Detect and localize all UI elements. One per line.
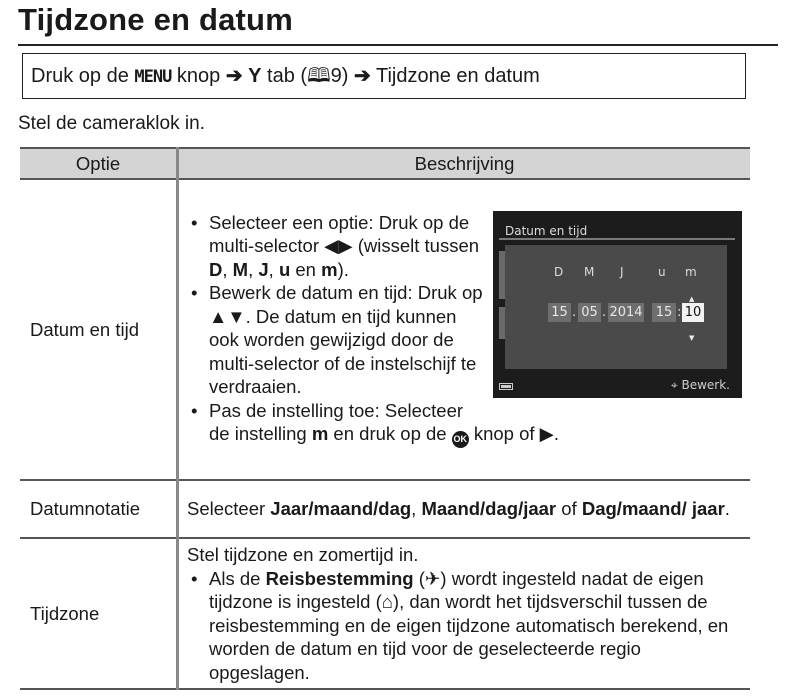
- end-text: .: [724, 498, 730, 520]
- menu-button-label: MENU: [134, 67, 172, 87]
- title-rule: [18, 44, 778, 46]
- bold-d: D: [209, 258, 223, 280]
- date-separator: .: [572, 304, 577, 320]
- text: Selecteer: [187, 498, 271, 520]
- date-separator: .: [602, 304, 607, 320]
- nav-prefix: Druk op de: [31, 65, 135, 87]
- label-u: u: [658, 264, 666, 279]
- intro-text: Stel de cameraklok in.: [18, 113, 205, 134]
- page-ref: 9: [330, 65, 342, 87]
- format-dmy: Dag/maand/ jaar: [581, 498, 725, 520]
- table-row: [20, 179, 750, 480]
- comma: ,: [268, 258, 279, 280]
- comma: ,: [248, 258, 259, 280]
- nav-target: Tijdzone en datum: [370, 65, 540, 87]
- time-separator: :: [677, 304, 682, 320]
- description-datum-en-tijd: [178, 179, 751, 480]
- bold-u: u: [278, 258, 291, 280]
- or-text: of: [556, 498, 582, 520]
- edit-hint: ⌖ Bewerk.: [670, 377, 730, 392]
- nav-knop: knop: [171, 65, 226, 87]
- label-d: D: [554, 264, 564, 279]
- tijdzone-intro: Stel tijdzone en zomertijd in.: [187, 544, 419, 565]
- ok-button-icon: OK: [452, 431, 469, 448]
- comma: ,: [411, 498, 422, 520]
- description-datumnotatie: [178, 480, 751, 538]
- bullet-text: Selecteer een optie: Druk op de multi-selector ◀▶ (wisselt tussen: [209, 211, 480, 257]
- bold-min: m: [311, 423, 329, 445]
- header-option: Optie: [20, 148, 178, 179]
- arrow-icon: ➔: [225, 65, 243, 87]
- table-header-row: [20, 148, 750, 179]
- label-j: J: [620, 264, 624, 279]
- bullet-text: (✈) wordt ingesteld nadat de eigen tijdzone is ingesteld (⌂), dan wordt het tijdsverschil tussen de reisbestemming en de eigen tijdzone automatisch berekend, en worden de datum en tijd voor de geselecteerde regio opgeslagen.: [209, 567, 729, 683]
- bold-m: M: [232, 258, 249, 280]
- comma: ,: [222, 258, 233, 280]
- header-description: Beschrijving: [178, 148, 751, 179]
- up-arrow-icon: ▲: [689, 294, 695, 303]
- year-value: 2014: [609, 304, 643, 320]
- day-value: 15: [548, 303, 571, 322]
- minute-value: 10: [682, 303, 704, 322]
- description-tijdzone: [178, 538, 751, 689]
- menu-path-box: [22, 53, 746, 99]
- bullet-list: [187, 211, 744, 449]
- hour-value: 15: [652, 303, 676, 322]
- bullet-text: en druk op de: [328, 423, 452, 445]
- option-datumnotatie: Datumnotatie: [20, 480, 178, 538]
- nav-tab: tab (: [261, 65, 308, 87]
- bold-min: m: [321, 258, 338, 280]
- list-item: [187, 399, 744, 449]
- bullet-list: [187, 567, 744, 685]
- nav-close: ): [341, 65, 355, 87]
- wrench-icon: Y: [248, 65, 262, 87]
- end-text: ).: [337, 258, 349, 280]
- bullet-text: knop of ▶.: [468, 423, 560, 445]
- label-m: M: [584, 264, 595, 279]
- page-title: Tijdzone en datum: [18, 2, 293, 37]
- arrow-icon: ➔: [354, 65, 371, 87]
- table-row: [20, 480, 750, 538]
- list-item: • Bewerk de datum en tijd: Druk op ▲▼. De datum en tijd kunnen ook worden gewijzigd door de multi-selector of de instelschijf te verdraaien.: [187, 281, 744, 399]
- format-ymd: Jaar/maand/dag: [270, 498, 412, 520]
- table-row: [20, 538, 750, 689]
- and-text: en: [290, 258, 322, 280]
- bold-reisbestemming: Reisbestemming: [265, 567, 414, 589]
- bold-j: J: [258, 258, 269, 280]
- label-min: m: [685, 264, 697, 279]
- month-value: 05: [578, 303, 601, 322]
- option-tijdzone: Tijdzone: [20, 538, 178, 689]
- list-item: [187, 567, 744, 685]
- book-icon: 🕮: [307, 65, 331, 87]
- bullet-text: Pas de instelling toe: Selecteer de instelling: [209, 399, 464, 445]
- list-item: [187, 211, 744, 282]
- format-mdy: Maand/dag/jaar: [421, 498, 557, 520]
- options-table: [20, 147, 750, 690]
- camera-screen-title: Datum en tijd: [505, 223, 588, 238]
- option-datum-en-tijd: Datum en tijd: [20, 179, 178, 480]
- down-arrow-icon: ▼: [689, 333, 695, 342]
- bullet-text: Als de: [209, 567, 266, 589]
